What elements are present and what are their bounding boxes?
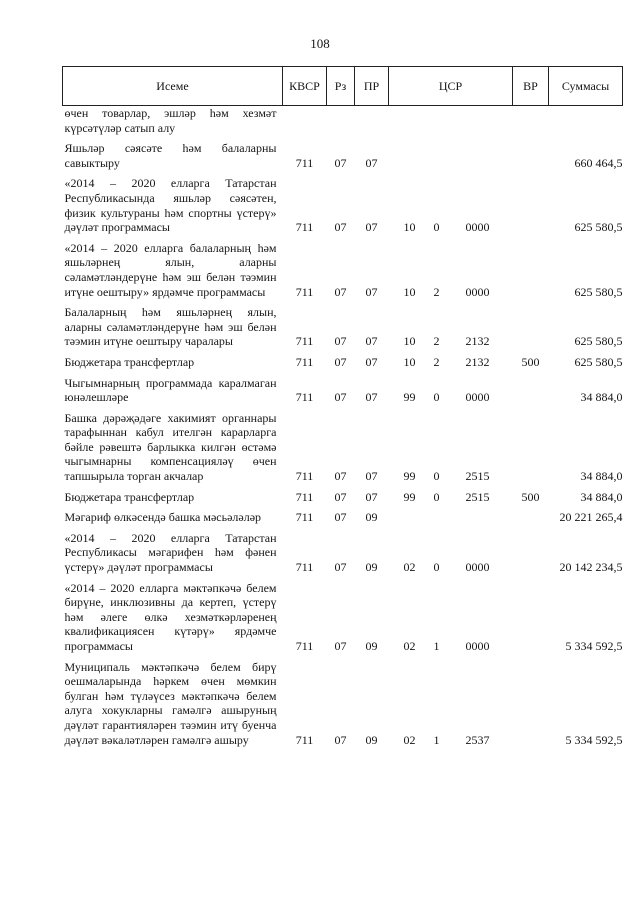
cell-rz: 07 <box>334 639 347 653</box>
cell-csr2 <box>431 138 443 173</box>
cell-csr2: 1 <box>433 639 440 653</box>
cell-csr2: 2 <box>433 284 440 299</box>
cell-amount: 34 884,0 <box>580 489 623 504</box>
header-amount: Суммасы <box>549 67 623 106</box>
table-row <box>63 408 623 487</box>
cell-vr: 500 <box>521 489 540 504</box>
cell-pr: 07 <box>365 489 378 504</box>
cell-csr2: 0 <box>433 220 440 235</box>
cell-rz: 07 <box>334 220 347 235</box>
cell-name: Муниципаль мәктәпкәчә белем бирү оешмаларында һәркем өчен мөмкин булган һәм түләүсез мәктәпкәчә белем алуга хокукларны гамәлгә ашыруның дәүләт гарантияләрен тәэмин итү буенча дәүләт вәкаләтләрен гамәлгә ашыру <box>64 659 277 747</box>
cell-csr3 <box>443 138 513 173</box>
header-rz: Рз <box>327 67 355 106</box>
cell-amount: 34 884,0 <box>580 390 623 405</box>
cell-csr3 <box>443 507 513 528</box>
cell-vr <box>513 106 549 139</box>
cell-amount: 625 580,5 <box>574 284 623 299</box>
cell-vr <box>513 373 549 408</box>
cell-csr3: 0000 <box>465 220 490 235</box>
table-header-row <box>63 67 623 106</box>
cell-name: «2014 – 2020 елларга мәктәпкәчә белем бирүне, инклюзивны да кертеп, үстерү һәм әлеге өлкә хезмәткәрләренең квалификациясен күтәрү» ярдәмче программасы <box>64 580 277 653</box>
cell-pr: 09 <box>365 560 378 575</box>
cell-vr <box>513 578 549 657</box>
cell-amount: 34 884,0 <box>580 469 623 484</box>
cell-rz: 07 <box>334 155 347 170</box>
cell-kvsr: 711 <box>295 220 314 235</box>
cell-pr <box>355 106 389 139</box>
cell-rz: 07 <box>334 354 347 369</box>
cell-amount: 660 464,5 <box>574 155 623 170</box>
table-row <box>63 373 623 408</box>
table-row <box>63 106 623 139</box>
cell-kvsr: 711 <box>295 639 314 653</box>
table-row <box>63 528 623 578</box>
cell-vr <box>513 528 549 578</box>
cell-kvsr: 711 <box>295 489 314 504</box>
header-vr: ВР <box>513 67 549 106</box>
cell-csr2: 2 <box>433 354 440 369</box>
cell-name: өчен товарлар, эшләр һәм хезмәт күрсәтүләр сатып алу <box>64 106 277 135</box>
header-csr: ЦСР <box>389 67 513 106</box>
cell-csr1 <box>389 106 431 139</box>
cell-rz: 07 <box>334 390 347 405</box>
cell-name: «2014 – 2020 елларга балаларның һәм яшьләрнең ялын, аларны сәламәтләндерүне һәм эш белән тәэмин итүне оештыру» ярдәмче программасы <box>64 240 277 299</box>
cell-csr2 <box>431 106 443 139</box>
cell-amount: 20 221 265,4 <box>559 510 623 525</box>
header-name: Исеме <box>63 67 283 106</box>
cell-kvsr: 711 <box>295 732 314 747</box>
page-number: 108 <box>310 36 330 51</box>
cell-pr: 07 <box>365 354 378 369</box>
table-row <box>63 173 623 237</box>
cell-amount: 625 580,5 <box>574 334 623 349</box>
cell-csr3: 2132 <box>465 334 490 349</box>
cell-csr1: 10 <box>403 284 416 299</box>
cell-rz: 07 <box>334 732 347 747</box>
cell-vr <box>513 657 549 751</box>
cell-csr3: 0000 <box>465 639 490 653</box>
cell-name: Чыгымнарның программада каралмаган юнәлешләре <box>64 375 277 405</box>
cell-csr2: 2 <box>433 334 440 349</box>
table-row <box>63 507 623 528</box>
table-row <box>63 138 623 173</box>
cell-csr3: 2515 <box>465 489 490 504</box>
cell-kvsr: 711 <box>295 560 314 575</box>
cell-csr1: 99 <box>403 469 416 484</box>
cell-csr1: 10 <box>403 334 416 349</box>
cell-pr: 09 <box>365 639 378 653</box>
header-pr: ПР <box>355 67 389 106</box>
cell-csr3: 0000 <box>465 560 490 575</box>
table-row <box>63 352 623 373</box>
cell-vr <box>513 302 549 352</box>
cell-csr1: 02 <box>403 732 416 747</box>
cell-rz: 07 <box>334 284 347 299</box>
cell-pr: 07 <box>365 155 378 170</box>
cell-csr3: 2515 <box>465 469 490 484</box>
cell-csr3: 0000 <box>465 284 490 299</box>
cell-rz: 07 <box>334 334 347 349</box>
cell-kvsr: 711 <box>295 334 314 349</box>
cell-pr: 07 <box>365 469 378 484</box>
cell-kvsr: 711 <box>295 390 314 405</box>
cell-csr3: 0000 <box>465 390 490 405</box>
cell-kvsr: 711 <box>295 284 314 299</box>
cell-rz: 07 <box>334 560 347 575</box>
cell-rz: 07 <box>334 489 347 504</box>
cell-csr1: 02 <box>403 560 416 575</box>
cell-csr2: 1 <box>433 732 440 747</box>
table-row <box>63 238 623 302</box>
table-row <box>63 657 623 751</box>
cell-name: «2014 – 2020 елларга Татарстан Республикасында яшьләр сәясәтен, физик культураны һәм спортны үстерү» дәүләт программасы <box>64 176 277 235</box>
cell-kvsr: 711 <box>295 354 314 369</box>
cell-kvsr: 711 <box>295 510 314 525</box>
cell-csr2: 0 <box>433 560 440 575</box>
cell-name: Яшьләр сәясәте һәм балаларны савыктыру <box>64 141 277 170</box>
cell-pr: 09 <box>365 510 378 525</box>
cell-rz: 07 <box>334 510 347 525</box>
cell-amount <box>549 106 623 139</box>
cell-amount: 625 580,5 <box>574 220 623 235</box>
cell-csr3: 2132 <box>465 354 490 369</box>
cell-kvsr: 711 <box>295 155 314 170</box>
cell-vr: 500 <box>521 354 540 369</box>
cell-pr: 07 <box>365 390 378 405</box>
cell-kvsr <box>283 106 327 139</box>
table-row <box>63 487 623 508</box>
header-kvsr: КВСР <box>283 67 327 106</box>
budget-table <box>62 66 623 750</box>
cell-name: Мәгариф өлкәсендә башка мәсьәләләр <box>64 510 262 525</box>
table-body <box>63 106 623 751</box>
cell-name: Бюджетара трансфертлар <box>64 489 195 504</box>
cell-csr2: 0 <box>433 469 440 484</box>
cell-csr2: 0 <box>433 489 440 504</box>
cell-vr <box>513 138 549 173</box>
cell-amount: 5 334 592,5 <box>565 732 623 747</box>
cell-pr: 07 <box>365 284 378 299</box>
cell-csr1: 10 <box>403 354 416 369</box>
cell-name: Башка дәрәҗәдәге хакимият органнары тарафыннан кабул ителгән карарларга бәйле рәвештә барлыкка килгән өстәмә чыгымнарны компенсацияләү өчен тапшырыла торган акчалар <box>64 410 277 484</box>
table-row <box>63 578 623 657</box>
cell-vr <box>513 408 549 487</box>
cell-rz: 07 <box>334 469 347 484</box>
table-row <box>63 302 623 352</box>
cell-name: Балаларның һәм яшьләрнең ялын, аларны сәламәтләндерүне һәм эш белән тәэмин итүне оештыру чаралары <box>64 305 277 349</box>
cell-csr2 <box>431 507 443 528</box>
cell-vr <box>513 238 549 302</box>
cell-amount: 5 334 592,5 <box>565 639 623 653</box>
cell-csr1 <box>389 138 431 173</box>
cell-name: Бюджетара трансфертлар <box>64 354 195 369</box>
cell-amount: 625 580,5 <box>574 354 623 369</box>
cell-kvsr: 711 <box>295 469 314 484</box>
cell-pr: 07 <box>365 334 378 349</box>
cell-name: «2014 – 2020 елларга Татарстан Республикасы мәгарифен һәм фәнен үстерү» дәүләт программасы <box>64 530 277 575</box>
cell-csr2: 0 <box>433 390 440 405</box>
cell-vr <box>513 173 549 237</box>
cell-rz <box>327 106 355 139</box>
cell-csr1: 99 <box>403 390 416 405</box>
cell-csr3 <box>443 106 513 139</box>
cell-csr1: 99 <box>403 489 416 504</box>
cell-csr1: 02 <box>403 639 416 653</box>
cell-amount: 20 142 234,5 <box>559 560 623 575</box>
cell-pr: 07 <box>365 220 378 235</box>
cell-csr3: 2537 <box>465 732 490 747</box>
cell-csr1 <box>389 507 431 528</box>
cell-vr <box>513 507 549 528</box>
cell-csr1: 10 <box>403 220 416 235</box>
cell-pr: 09 <box>365 732 378 747</box>
